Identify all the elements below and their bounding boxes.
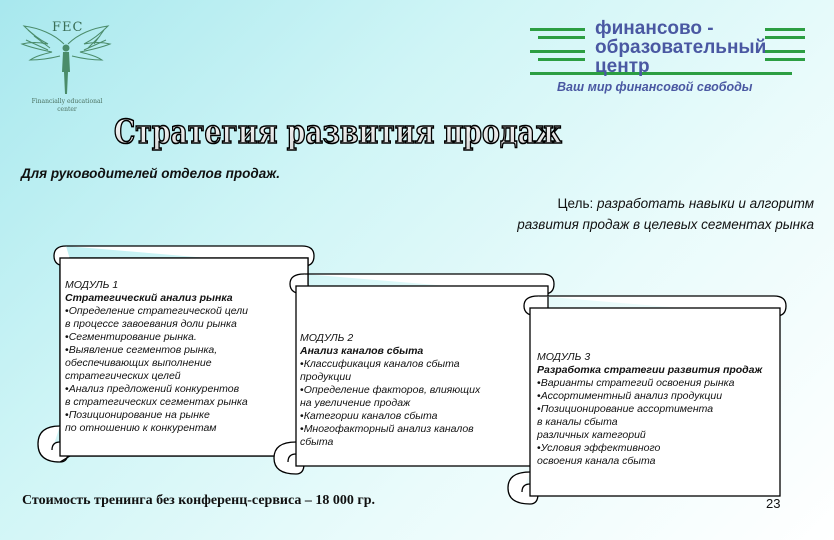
logo-stripe bbox=[530, 50, 585, 53]
module-item bbox=[300, 410, 525, 423]
module-1-name: Стратегический анализ рынка bbox=[65, 292, 233, 304]
module-3-items bbox=[537, 377, 772, 468]
financial-center-logo bbox=[530, 14, 820, 104]
bullet-icon: • bbox=[300, 410, 304, 422]
bullet-icon: • bbox=[65, 383, 69, 395]
goal-statement bbox=[517, 193, 814, 235]
module-3-number: МОДУЛЬ 3 bbox=[537, 351, 591, 363]
module-item-text: Выявление сегментов рынка, bbox=[68, 344, 218, 356]
module-item-text: Анализ предложений конкурентов bbox=[68, 383, 240, 395]
fec-logo-text: FEC bbox=[52, 20, 84, 35]
bullet-icon: • bbox=[537, 403, 541, 415]
logo-line-3: центр bbox=[595, 56, 650, 77]
logo-stripe bbox=[765, 28, 805, 31]
goal-line-1: разработать навыки и алгоритм bbox=[597, 196, 814, 211]
module-item-text: стратегических целей bbox=[65, 370, 181, 382]
bullet-icon: • bbox=[537, 390, 541, 402]
module-item-text: Сегментирование рынка. bbox=[68, 331, 197, 343]
logo-stripe bbox=[530, 28, 585, 31]
module-item bbox=[65, 383, 280, 409]
module-item-text: Категории каналов сбыта bbox=[303, 410, 438, 422]
goal-line-2: развития продаж в целевых сегментах рынка bbox=[517, 217, 814, 232]
page-title bbox=[0, 110, 834, 156]
logo-line-1: финансово - bbox=[595, 18, 714, 39]
module-item bbox=[537, 442, 772, 468]
module-item-text: Ассортиментный анализ продукции bbox=[540, 390, 723, 402]
bullet-icon: • bbox=[300, 384, 304, 396]
module-2-items bbox=[300, 358, 525, 449]
price-text: Стоимость тренинга без конференц-сервиса – 18 000 гр. bbox=[22, 493, 375, 508]
module-item bbox=[65, 305, 280, 331]
module-item-text: Позиционирование на рынке bbox=[68, 409, 210, 421]
module-item bbox=[537, 403, 772, 442]
fec-logo-tagline: Financially educational center bbox=[31, 98, 103, 113]
module-item-text: по отношению к конкурентам bbox=[65, 422, 217, 434]
bullet-icon: • bbox=[537, 442, 541, 454]
module-item-text: освоения канала сбыта bbox=[537, 455, 656, 467]
logo-stripe bbox=[530, 72, 792, 75]
bullet-icon: • bbox=[300, 423, 304, 435]
bullet-icon: • bbox=[537, 377, 541, 389]
module-item-text: Условия эффективного bbox=[540, 442, 661, 454]
module-item-text: продукции bbox=[300, 371, 352, 383]
module-item bbox=[65, 331, 280, 344]
module-item-text: в стратегических сегментах рынка bbox=[65, 396, 248, 408]
bullet-icon: • bbox=[65, 409, 69, 421]
module-item bbox=[537, 377, 772, 390]
module-2-text bbox=[300, 332, 525, 449]
goal-label: Цель: bbox=[557, 196, 594, 211]
page-number: 23 bbox=[766, 496, 781, 511]
logo-tagline: Ваш мир финансовой свободы bbox=[557, 80, 753, 94]
title-text: Стратегия развития продаж bbox=[114, 112, 562, 151]
module-1-number: МОДУЛЬ 1 bbox=[65, 279, 119, 291]
bullet-icon: • bbox=[65, 344, 69, 356]
logo-stripe bbox=[538, 36, 585, 39]
module-item bbox=[300, 384, 525, 410]
module-1-text bbox=[65, 279, 280, 435]
module-item-text: Классификация каналов сбыта bbox=[303, 358, 460, 370]
module-item-text: в процессе завоевания доли рынка bbox=[65, 318, 237, 330]
intro-text: Для руководителей отделов продаж. bbox=[21, 166, 280, 181]
module-item-text: в каналы сбыта bbox=[537, 416, 618, 428]
module-item bbox=[300, 358, 525, 384]
module-2-number: МОДУЛЬ 2 bbox=[300, 332, 354, 344]
module-item-text: Варианты стратегий освоения рынка bbox=[540, 377, 735, 389]
logo-line-2: образовательный bbox=[595, 37, 767, 58]
fec-logo bbox=[14, 14, 118, 114]
module-3-name: Разработка стратегии развития продаж bbox=[537, 364, 763, 376]
logo-stripe bbox=[765, 50, 805, 53]
logo-stripe bbox=[765, 36, 805, 39]
module-item bbox=[65, 344, 280, 383]
module-item-text: обеспечивающих выполнение bbox=[65, 357, 212, 369]
module-item-text: Определение стратегической цели bbox=[68, 305, 249, 317]
bullet-icon: • bbox=[65, 305, 69, 317]
module-item bbox=[65, 409, 280, 435]
bullet-icon: • bbox=[300, 358, 304, 370]
module-item-text: Определение факторов, влияющих bbox=[303, 384, 481, 396]
module-item-text: Позиционирование ассортимента bbox=[540, 403, 714, 415]
module-1-items bbox=[65, 305, 280, 435]
module-item-text: на увеличение продаж bbox=[300, 397, 411, 409]
bullet-icon: • bbox=[65, 331, 69, 343]
module-item bbox=[300, 423, 525, 449]
module-3-text bbox=[537, 351, 772, 468]
logo-stripe bbox=[765, 58, 805, 61]
module-item-text: различных категорий bbox=[537, 429, 646, 441]
module-item-text: Многофакторный анализ каналов bbox=[303, 423, 474, 435]
module-item bbox=[537, 390, 772, 403]
logo-stripe bbox=[538, 58, 585, 61]
module-item-text: сбыта bbox=[300, 436, 334, 448]
module-2-name: Анализ каналов сбыта bbox=[300, 345, 424, 357]
